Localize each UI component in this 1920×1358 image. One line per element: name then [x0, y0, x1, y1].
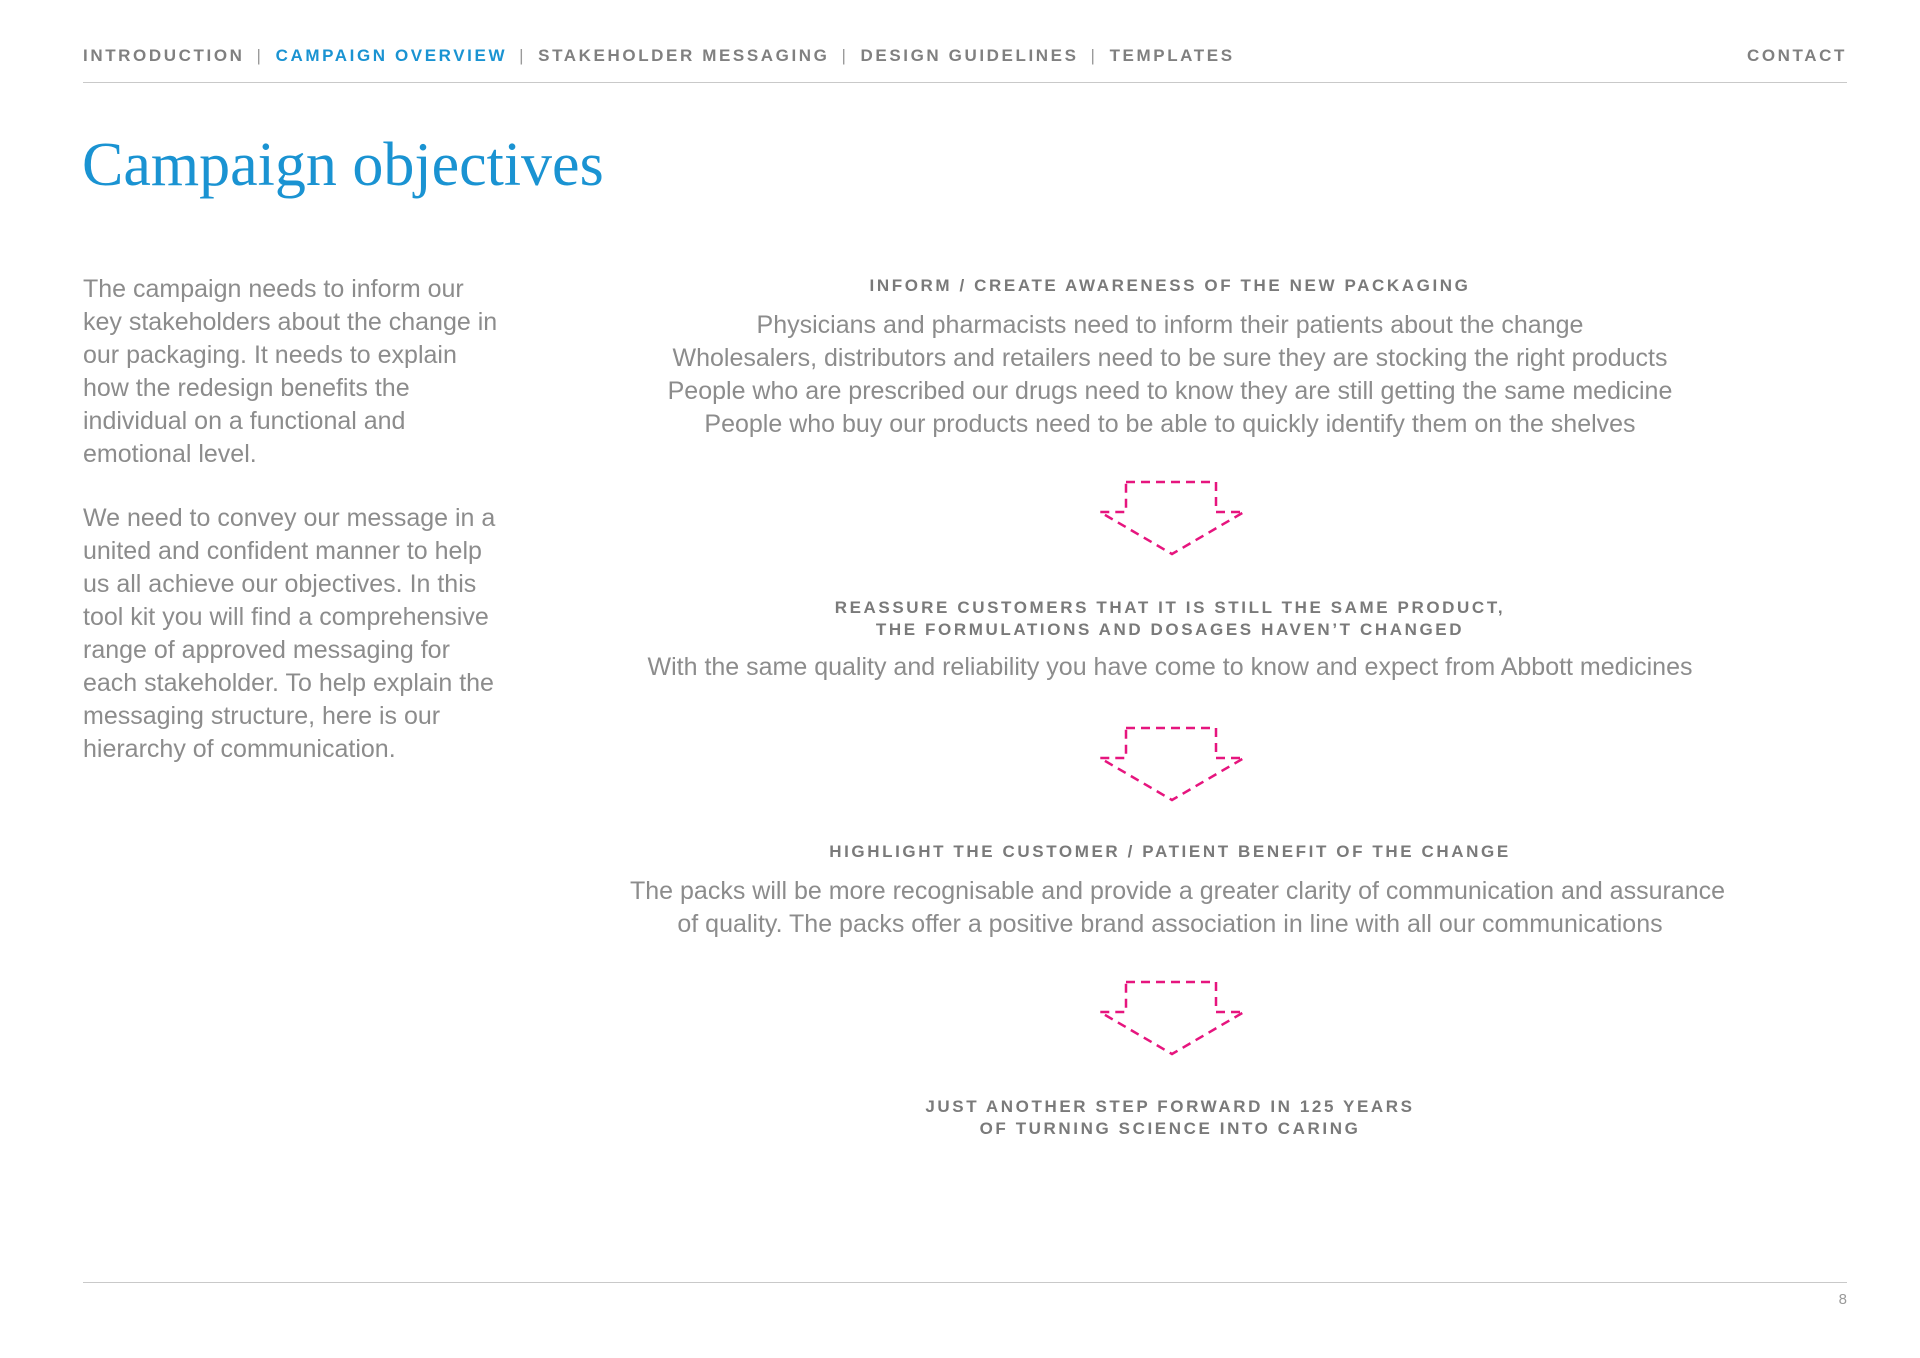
step-heading-line: INFORM / CREATE AWARENESS OF THE NEW PACKAGING — [869, 276, 1471, 295]
nav-item-contact[interactable]: CONTACT — [1746, 46, 1847, 65]
step-body-line: People who are prescribed our drugs need to know they are still getting the same medicine — [667, 377, 1673, 405]
top-navigation — [83, 44, 1847, 68]
step-heading — [630, 1096, 1710, 1140]
step-body-line: Physicians and pharmacists need to inform their patients about the change — [756, 311, 1584, 339]
step-body-line: of quality. The packs offer a positive brand association in line with all our communications — [677, 910, 1663, 938]
header-divider — [83, 82, 1847, 83]
nav-item-design-guidelines[interactable]: DESIGN GUIDELINES — [860, 46, 1079, 65]
step-heading — [630, 275, 1710, 297]
step-body-line: With the same quality and reliability you have come to know and expect from Abbott medicines — [647, 653, 1693, 681]
objective-step-closing — [630, 1096, 1710, 1140]
intro-paragraph-2: We need to convey our message in a united and confident manner to help us all achieve our objectives. In this tool kit you will find a comprehensive range of approved messaging for each stakeholder. To help explain the messaging structure, here is our hierarchy of communication. — [83, 504, 496, 763]
step-body — [630, 875, 1726, 941]
dashed-down-arrow-icon — [1098, 726, 1246, 802]
dashed-down-arrow-icon — [1098, 480, 1246, 556]
nav-item-stakeholder-messaging[interactable]: STAKEHOLDER MESSAGING — [538, 46, 830, 65]
nav-item-campaign-overview[interactable]: CAMPAIGN OVERVIEW — [275, 46, 508, 65]
objective-step-inform — [630, 275, 1710, 441]
nav-separator: | — [256, 46, 264, 65]
dashed-down-arrow-icon — [1098, 980, 1246, 1056]
step-body-line: Wholesalers, distributors and retailers need to be sure they are stocking the right products — [672, 344, 1668, 372]
step-heading-line: REASSURE CUSTOMERS THAT IT IS STILL THE SAME PRODUCT, — [834, 598, 1506, 617]
nav-links — [83, 46, 1235, 66]
nav-separator: | — [1090, 46, 1098, 65]
step-heading-line: HIGHLIGHT THE CUSTOMER / PATIENT BENEFIT OF THE CHANGE — [829, 842, 1511, 861]
step-heading-line: OF TURNING SCIENCE INTO CARING — [979, 1119, 1361, 1138]
nav-separator: | — [841, 46, 849, 65]
nav-item-templates[interactable]: TEMPLATES — [1109, 46, 1235, 65]
step-body — [630, 651, 1710, 684]
step-body — [630, 309, 1710, 441]
step-heading-line: THE FORMULATIONS AND DOSAGES HAVEN’T CHANGED — [875, 620, 1465, 639]
footer-divider — [83, 1282, 1847, 1283]
nav-separator: | — [519, 46, 527, 65]
step-heading-line: JUST ANOTHER STEP FORWARD IN 125 YEARS — [925, 1097, 1415, 1116]
intro-paragraph-1: The campaign needs to inform our key stakeholders about the change in our packaging. It needs to explain how the redesign benefits the individual on a functional and emotional level. — [83, 275, 498, 468]
objective-step-reassure — [630, 597, 1710, 684]
page-number: 8 — [1838, 1291, 1847, 1308]
step-heading — [630, 841, 1710, 863]
objective-step-highlight-benefit — [630, 841, 1726, 941]
step-body-line: The packs will be more recognisable and provide a greater clarity of communication and assurance — [630, 877, 1726, 905]
step-body-line: People who buy our products need to be able to quickly identify them on the shelves — [704, 410, 1636, 438]
step-heading — [630, 597, 1710, 641]
intro-text — [83, 273, 503, 797]
nav-item-introduction[interactable]: INTRODUCTION — [83, 46, 245, 65]
page-title: Campaign objectives — [82, 131, 604, 199]
